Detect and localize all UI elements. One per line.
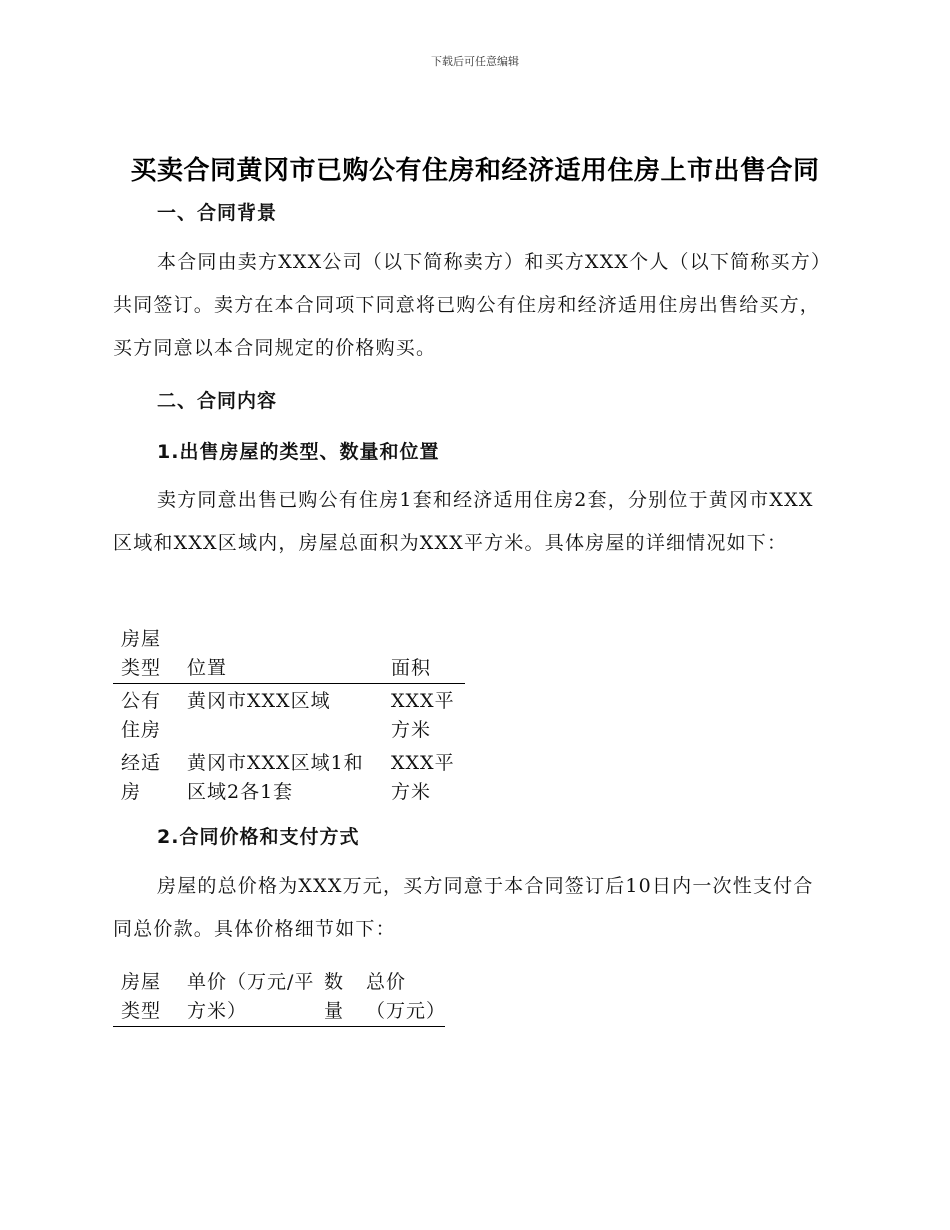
price-paragraph: 房屋的总价格为XXX万元，买方同意于本合同签订后10日内一次性支付合同总价款。具体价格细节如下：: [113, 875, 814, 940]
cell-location: 黄冈市XXX区域: [187, 690, 331, 712]
table-header-row: [113, 625, 465, 684]
cell-type: 经适房: [121, 752, 162, 803]
table-row: [113, 684, 465, 746]
column-header-area: 面积: [391, 657, 432, 679]
document-title: 买卖合同黄冈市已购公有住房和经济适用住房上市出售合同: [130, 156, 820, 186]
subsection-heading-price: 2.合同价格和支付方式: [157, 826, 360, 848]
houses-table: [113, 625, 465, 807]
background-paragraph: 本合同由卖方XXX公司（以下简称卖方）和买方XXX个人（以下简称买方）共同签订。卖方在本合同项下同意将已购公有住房和经济适用住房出售给买方，买方同意以本合同规定的价格购买。: [113, 251, 832, 359]
houses-paragraph: 卖方同意出售已购公有住房1套和经济适用住房2套，分别位于黄冈市XXX区域和XXX区域内，房屋总面积为XXX平方米。具体房屋的详细情况如下：: [113, 489, 814, 554]
column-header-location: 位置: [187, 657, 228, 679]
table-header-row: [113, 968, 445, 1027]
price-table: [113, 968, 445, 1027]
column-header-quantity: 数量: [324, 971, 345, 1022]
cell-area: XXX平方米: [391, 752, 455, 803]
section-heading-background: 一、合同背景: [157, 202, 278, 224]
page-header-note: 下载后可任意编辑: [431, 55, 519, 68]
column-header-total-price: 总价（万元）: [366, 971, 447, 1022]
section-heading-content: 二、合同内容: [157, 390, 278, 412]
column-header-unit-price: 单价（万元/平方米）: [187, 971, 315, 1022]
column-header-type: 房屋类型: [121, 971, 162, 1022]
table-row: [113, 745, 465, 807]
cell-location: 黄冈市XXX区域1和区域2各1套: [187, 752, 364, 803]
subsection-heading-houses: 1.出售房屋的类型、数量和位置: [157, 441, 440, 463]
cell-area: XXX平方米: [391, 690, 455, 741]
column-header-type: 房屋类型: [121, 628, 162, 679]
cell-type: 公有住房: [121, 690, 162, 741]
